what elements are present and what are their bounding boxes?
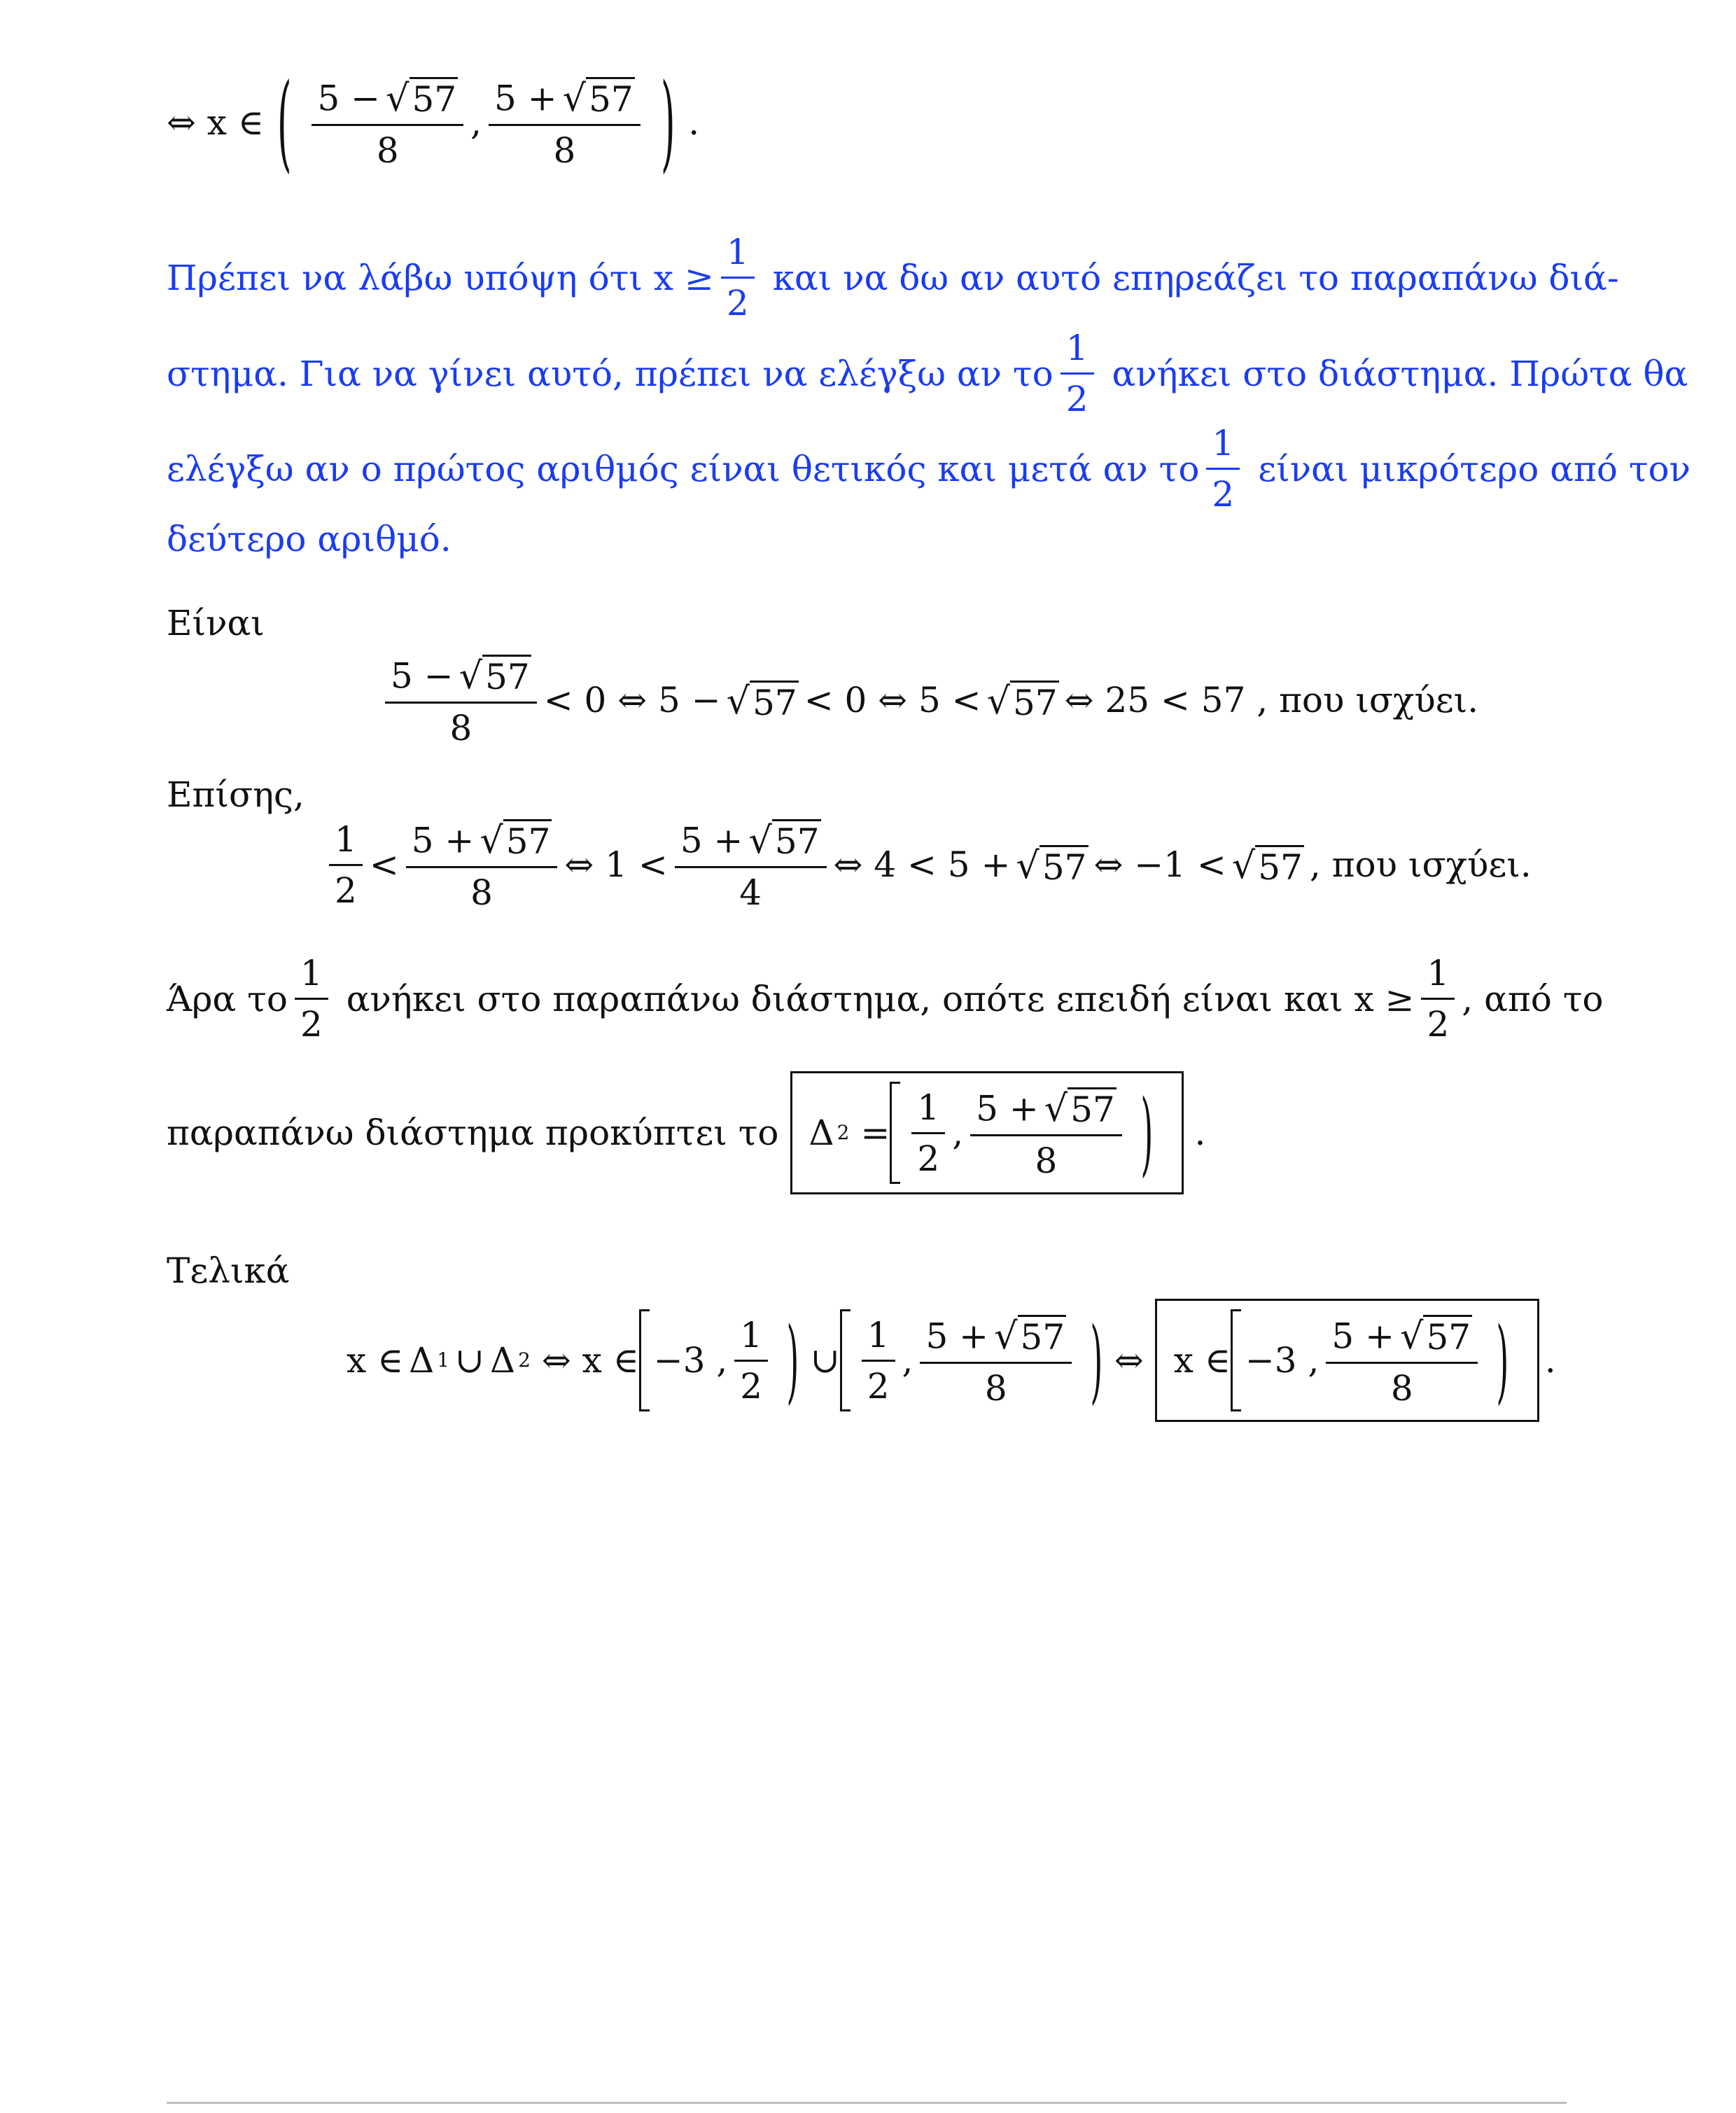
delta2-result-box: Δ 2 = $\frac{1}{2}$ , 5 + √ 57 8 ) <box>790 1071 1184 1194</box>
half-fraction: $\frac{1}{2}$ <box>1421 956 1455 1042</box>
note-text: ελέγξω αν ο πρώτος αριθμός είναι θετικός και μετά αν το <box>167 448 1200 489</box>
upper-bound-fraction <box>489 76 640 171</box>
note-line-3 <box>167 423 1690 515</box>
note-text: και να δω αν αυτό επηρεάζει το παραπάνω διά- <box>772 257 1619 298</box>
note-text: δεύτερο αριθμό. <box>167 519 451 559</box>
telika-label: Τελικά <box>167 1250 290 1291</box>
einai-text: < 0 ⇔ 5 < <box>804 680 981 720</box>
note-text: Πρέπει να λάβω υπόψη ότι x ≥ <box>167 257 714 298</box>
note-text: στημα. Για να γίνει αυτό, πρέπει να ελέγξω αν το <box>167 353 1054 394</box>
note-line-1 <box>167 232 1619 323</box>
half-fraction: $\frac{1}{2}$ <box>911 1090 945 1176</box>
upper-bound-fraction: 5 + √ 57 8 <box>970 1087 1122 1178</box>
upper-den: 8 <box>553 130 576 171</box>
sqrt-57: √ 57 <box>479 818 551 862</box>
half-fraction: $\frac{1}{2}$ <box>1060 330 1094 417</box>
einai-text: < 0 ⇔ 5 − <box>543 680 721 720</box>
sqrt-57: √ 57 <box>994 1314 1065 1358</box>
telika-equation: x ∈ Δ 1 ∪ Δ 2 ⇔ x ∈ −3 , $\frac{1}{2}$ ) ∪ $\frac{1}{2}$ , 5 + √ 57 8 ) ⇔ x ∈ −3 , 5 + √ 57 8 ) . <box>346 1299 1556 1422</box>
sqrt-57: √ 57 <box>386 76 457 120</box>
left-bracket <box>1231 1309 1241 1411</box>
close-paren: ) <box>1496 1307 1509 1414</box>
sqrt-57: √ 57 <box>1400 1314 1471 1358</box>
upper-num-text: 5 + <box>494 78 557 119</box>
sqrt-57: √ 57 <box>1231 844 1303 888</box>
upper-bound-fraction: 5 + √ 57 8 <box>920 1315 1072 1406</box>
left-bracket <box>890 1082 900 1184</box>
final-result-box: x ∈ −3 , 5 + √ 57 8 ) <box>1155 1299 1539 1422</box>
einai-fraction: 5 − √ 57 8 <box>385 655 537 746</box>
ara-line-2: παραπάνω διάστημα προκύπτει το Δ 2 = $\frac{1}{2}$ , 5 + √ 57 8 ) . <box>167 1071 1205 1194</box>
upper-bound-fraction: 5 + √ 57 8 <box>1326 1315 1478 1406</box>
footer-rule <box>167 2102 1567 2104</box>
sqrt-57: √ 57 <box>1016 844 1087 888</box>
episis-fraction-4: 5 + √ 57 4 <box>675 819 827 910</box>
episis-label-line <box>167 774 304 815</box>
period: . <box>688 102 700 143</box>
einai-label: Είναι <box>167 603 265 643</box>
sqrt-57: √ 57 <box>726 680 797 723</box>
einai-label-line <box>167 603 265 643</box>
half-fraction: $\frac{1}{2}$ <box>1206 426 1240 512</box>
einai-equation <box>378 655 1478 746</box>
telika-label-line <box>167 1250 290 1291</box>
sqrt-57: √ 57 <box>986 680 1058 723</box>
equivalence-line <box>167 62 700 183</box>
note-text: είναι μικρότερο από τον <box>1258 448 1690 489</box>
comma: , <box>470 102 482 143</box>
close-paren: ) <box>660 62 676 183</box>
ara-line-1: Άρα το $\frac{1}{2}$ ανήκει στο παραπάνω διάστημα, οπότε επειδή είναι και x ≥ $\frac{1}{2}$ , από το <box>167 953 1604 1045</box>
half-fraction: $\frac{1}{2}$ <box>329 822 363 908</box>
lower-den: 8 <box>376 130 399 171</box>
half-fraction: $\frac{1}{2}$ <box>721 235 755 321</box>
sqrt-57: √ 57 <box>1044 1087 1115 1130</box>
sqrt-57: √ 57 <box>458 654 530 697</box>
half-fraction: $\frac{1}{2}$ <box>295 956 328 1042</box>
lower-num-text: 5 − <box>317 78 381 119</box>
close-paren: ) <box>786 1307 799 1414</box>
close-paren: ) <box>1090 1307 1103 1414</box>
episis-label: Επίσης, <box>167 774 304 815</box>
sqrt-57: √ 57 <box>748 818 820 862</box>
half-fraction: $\frac{1}{2}$ <box>862 1318 895 1404</box>
note-text: ανήκει στο διάστημα. Πρώτα θα <box>1112 353 1688 394</box>
sqrt-57: √ 57 <box>562 76 634 120</box>
open-paren: ( <box>276 62 292 183</box>
lower-bound-fraction <box>312 76 463 171</box>
einai-text: ⇔ 25 < 57 , που ισχύει. <box>1064 680 1479 720</box>
episis-equation: $\frac{1}{2}$ < 5 + √ 57 8 ⇔ 1 < 5 + √ 57 4 ⇔ 4 < 5 + √ 57 ⇔ −1 < √ 57 , που ισχύει. <box>322 819 1532 910</box>
episis-fraction-8: 5 + √ 57 8 <box>406 819 558 910</box>
equivalence-prefix: ⇔ x ∈ <box>167 102 264 143</box>
left-bracket <box>639 1309 650 1411</box>
left-bracket <box>840 1309 850 1411</box>
note-line-2 <box>167 330 1688 417</box>
half-fraction: $\frac{1}{2}$ <box>734 1318 768 1404</box>
close-paren: ) <box>1140 1080 1154 1186</box>
note-line-4 <box>167 519 451 559</box>
